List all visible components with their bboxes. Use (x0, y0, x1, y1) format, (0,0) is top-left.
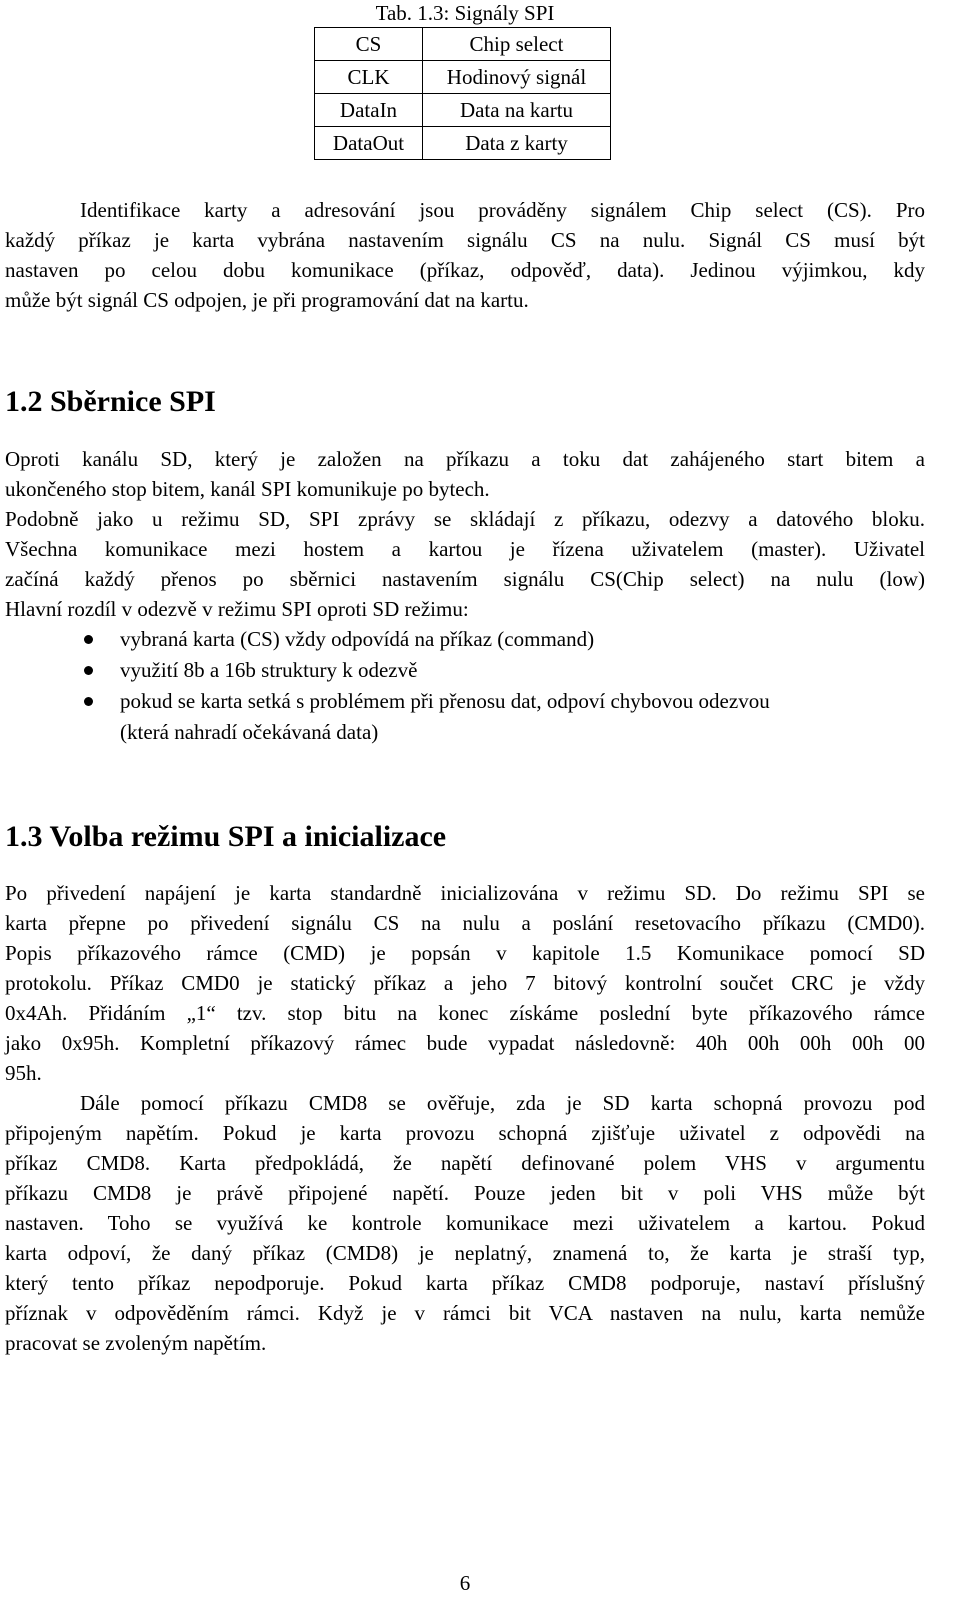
text-line: nastaven po celou dobu komunikace (příkaz, odpověď, data). Jedinou výjimkou, kdy (5, 258, 925, 282)
section-1-3-paragraph-1 (5, 878, 925, 1088)
table-row (315, 28, 611, 61)
text-line: příkaz CMD8. Karta předpokládá, že napětí definované polem VHS v argumentu (5, 1151, 925, 1175)
page-number: 6 (459, 1571, 471, 1595)
section-1-2-paragraph-1 (5, 444, 925, 504)
text-line: Popis příkazového rámce (CMD) je popsán v kapitole 1.5 Komunikace pomocí SD (5, 941, 925, 965)
text-line: začíná každý přenos po sběrnici nastavením signálu CS(Chip select) na nulu (low) (5, 567, 925, 591)
description-cell: Hodinový signál (423, 61, 611, 94)
list-item-text: vybraná karta (CS) vždy odpovídá na příkaz (command) (120, 627, 595, 651)
signal-cell: DataOut (315, 127, 423, 160)
list-item (0, 624, 930, 655)
table-row (315, 61, 611, 94)
table-row (315, 127, 611, 160)
bullet-list (0, 624, 930, 748)
spi-signals-table (314, 27, 611, 160)
description-cell: Data na kartu (423, 94, 611, 127)
bullet-icon (84, 697, 93, 706)
section-1-2-paragraph-2 (5, 504, 925, 624)
intro-paragraph (5, 195, 925, 315)
text-line: který tento příkaz nepodporuje. Pokud karta příkaz CMD8 podporuje, nastaví příslušný (5, 1271, 925, 1295)
bullet-icon (84, 635, 93, 644)
list-item-text: pokud se karta setká s problémem při přenosu dat, odpoví chybovou odezvou (120, 689, 770, 713)
description-cell: Data z karty (423, 127, 611, 160)
table-row (315, 94, 611, 127)
text-line: jako 0x95h. Kompletní příkazový rámec bude vypadat následovně: 40h 00h 00h 00h 00 (5, 1031, 925, 1055)
text-line: karta přepne po přivedení signálu CS na nulu a poslání resetovacího příkazu (CMD0). (5, 911, 925, 935)
signal-cell: CLK (315, 61, 423, 94)
text-line: protokolu. Příkaz CMD0 je statický příkaz a jeho 7 bitový kontrolní součet CRC je vždy (5, 971, 925, 995)
list-item (0, 686, 930, 748)
list-item-text: využití 8b a 16b struktury k odezvě (120, 658, 418, 682)
bullet-icon (84, 666, 93, 675)
list-item (0, 655, 930, 686)
text-line: každý příkaz je karta vybrána nastavením signálu CS na nulu. Signál CS musí být (5, 228, 925, 252)
text-line: Dále pomocí příkazu CMD8 se ověřuje, zda je SD karta schopná provozu pod (80, 1091, 925, 1115)
text-line: karta odpoví, že daný příkaz (CMD8) je neplatný, znamená to, že karta je straší typ, (5, 1241, 925, 1265)
text-line: příkazu CMD8 je právě připojené napětí. Pouze jeden bit v poli VHS může být (5, 1181, 925, 1205)
text-line: ukončeného stop bitem, kanál SPI komunikuje po bytech. (5, 477, 490, 501)
text-line: nastaven. Toho se využívá ke kontrole komunikace mezi uživatelem a kartou. Pokud (5, 1211, 925, 1235)
text-line: může být signál CS odpojen, je při programování dat na kartu. (5, 288, 529, 312)
text-line: Podobně jako u režimu SD, SPI zprávy se skládají z příkazu, odezvy a datového bloku. (5, 507, 925, 531)
section-heading-1-3: 1.3 Volba režimu SPI a inicializace (5, 820, 447, 853)
signal-cell: CS (315, 28, 423, 61)
text-line: 0x4Ah. Přidáním „1“ tzv. stop bitu na konec získáme poslední byte příkazového rámce (5, 1001, 925, 1025)
signal-cell: DataIn (315, 94, 423, 127)
text-line: Po přivedení napájení je karta standardně inicializována v režimu SD. Do režimu SPI se (5, 881, 925, 905)
text-line: Oproti kanálu SD, který je založen na příkazu a toku dat zahájeného start bitem a (5, 447, 925, 471)
text-line: připojeným napětím. Pokud je karta provozu schopná zjišťuje uživatel z odpovědi na (5, 1121, 925, 1145)
text-line: Hlavní rozdíl v odezvě v režimu SPI oproti SD režimu: (5, 597, 469, 621)
text-line: Všechna komunikace mezi hostem a kartou je řízena uživatelem (master). Uživatel (5, 537, 925, 561)
text-line: příznak v odpověděním rámci. Když je v rámci bit VCA nastaven na nulu, karta nemůže (5, 1301, 925, 1325)
list-item-text: (která nahradí očekávaná data) (120, 720, 379, 744)
text-line: Identifikace karty a adresování jsou prováděny signálem Chip select (CS). Pro (80, 198, 925, 222)
text-line: pracovat se zvoleným napětím. (5, 1331, 267, 1355)
table-caption: Tab. 1.3: Signály SPI (375, 1, 555, 25)
section-heading-1-2: 1.2 Sběrnice SPI (5, 385, 216, 418)
text-line: 95h. (5, 1061, 42, 1085)
description-cell: Chip select (423, 28, 611, 61)
section-1-3-paragraph-2 (5, 1088, 925, 1358)
